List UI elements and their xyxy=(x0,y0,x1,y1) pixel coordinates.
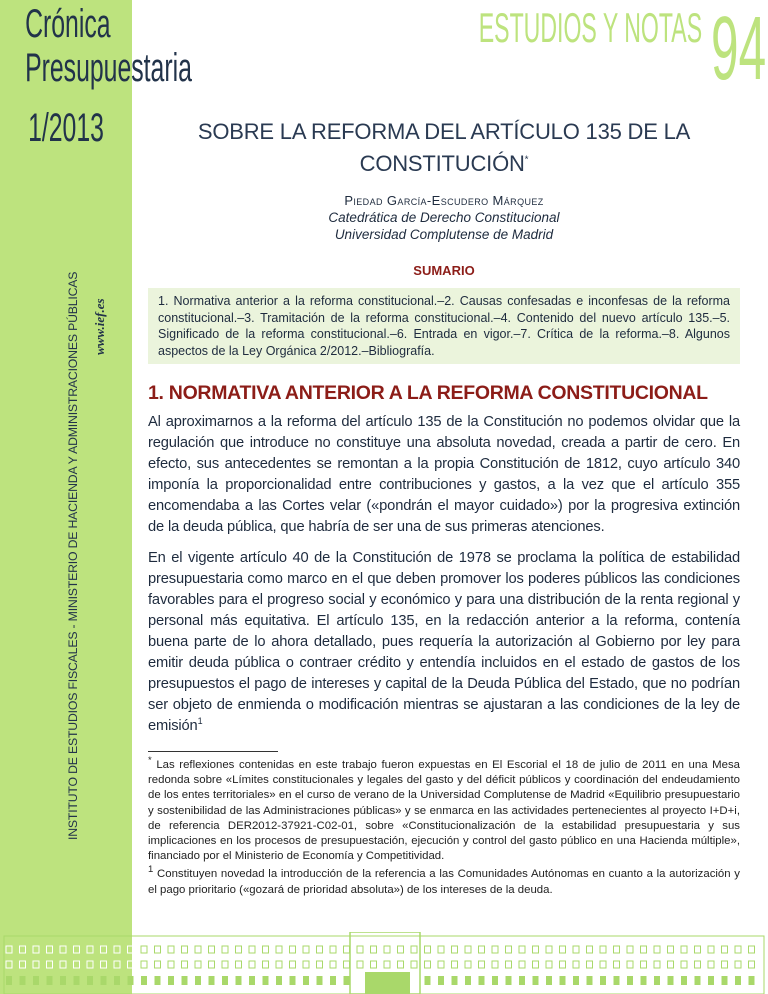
building-window xyxy=(155,976,161,985)
building-window xyxy=(749,976,755,985)
building-window xyxy=(141,976,147,985)
article-body xyxy=(148,116,740,898)
footnote-text: Constituyen novedad la introducción de la referencia a las Comunidades Autónomas en cuanto a la autorización y el pago prioritario («gozará de prioridad absoluta») de los intereses de la deuda. xyxy=(148,868,740,896)
brand-cronica: Crónica xyxy=(25,2,111,46)
building-window xyxy=(60,976,66,985)
website-link[interactable]: www.ief.es xyxy=(92,298,107,355)
paragraph-1: Al aproximarnos a la reforma del artículo 135 de la Constitución no podemos olvidar que la regulación que introduce no constituye una absoluta novedad, creada a partir de cero. En efecto, sus antecedentes se remontan a la propia Constitución de 1812, cuyo artículo 340 imponía la proporcionalidad entre contribuciones y gastos, a la vez que el artículo 355 encomendaba a las Cortes velar («pondrán el mayor cuidado») por la progresiva extinción de la deuda pública, que habría de ser una de sus primeras atenciones. xyxy=(148,414,740,535)
author: Piedad García-Escudero Márquez xyxy=(344,193,544,208)
title-text: SOBRE LA REFORMA DEL ARTÍCULO 135 DE LA CONSTITUCIÓN xyxy=(197,119,691,176)
footnote-mark: 1 xyxy=(148,864,154,876)
building-window xyxy=(47,976,53,985)
footnote-ref-1[interactable]: 1 xyxy=(197,716,203,727)
sidebar xyxy=(0,0,192,994)
section-heading: 1. NORMATIVA ANTERIOR A LA REFORMA CONSTITUCIONAL xyxy=(148,382,708,404)
footnote xyxy=(148,755,740,864)
building-window xyxy=(587,976,593,985)
building-window xyxy=(128,976,134,985)
building-window xyxy=(101,976,107,985)
building-window xyxy=(465,976,471,985)
paragraph-2-text: En el vigente artículo 40 de la Constitución de 1978 se proclama la política de estabilidad presupuestaria como marco en el que deben promover los poderes públicos las condiciones favorables para el progreso social y económico y para una distribución de la renta regional y personal más equitativa. El artículo 135, en la redacción anterior a la reforma, contenía buena parte de lo ahora detallado, pues requería la autorización al Gobierno por ley para emitir deuda pública o contraer crédito y entendía incluidos en el estado de gastos de los presupuestos el pago de intereses y capital de la Deuda Pública del Estado, que no podrían ser objeto de enmienda o modificación mientras se ajustaran a las condiciones de la ley de emisión xyxy=(148,550,740,734)
building-window xyxy=(560,976,566,985)
summary-heading: SUMARIO xyxy=(413,263,475,278)
building-window xyxy=(263,976,269,985)
building-window xyxy=(627,976,633,985)
footnote-divider xyxy=(148,751,278,752)
building-window xyxy=(276,976,282,985)
brand-issue: 1/2013 xyxy=(28,106,104,150)
building-window xyxy=(425,976,431,985)
page-number: 94 xyxy=(710,0,766,99)
building-window xyxy=(182,976,188,985)
title-footnote-mark[interactable]: * xyxy=(524,154,529,166)
building-window xyxy=(452,976,458,985)
building-window xyxy=(614,976,620,985)
building-window xyxy=(573,976,579,985)
summary-box: 1. Normativa anterior a la reforma constitucional.–2. Causas confesadas e inconfesas de la reforma constitucional.–3. Tramitación de la reforma constitucional.–4. Contenido del nuevo artículo 135.–5. Significado de la reforma constitucional.–6. Entrada en vigor.–7. Crítica de la reforma.–8. Algunos aspectos de la Ley Orgánica 2/2012.–Bibliografía. xyxy=(148,288,740,364)
building-part xyxy=(365,972,410,994)
building-window xyxy=(438,976,444,985)
building-window xyxy=(344,976,350,985)
building-window xyxy=(695,976,701,985)
building-window xyxy=(222,976,228,985)
paragraph-2 xyxy=(148,548,740,737)
building-window xyxy=(33,976,39,985)
section-title: ESTUDIOS Y NOTAS xyxy=(478,4,702,51)
building-window xyxy=(546,976,552,985)
building-window xyxy=(641,976,647,985)
building-illustration xyxy=(0,932,768,994)
building-window xyxy=(330,976,336,985)
building-window xyxy=(735,976,741,985)
building-window xyxy=(303,976,309,985)
building-window xyxy=(533,976,539,985)
article-title xyxy=(148,116,740,180)
institute-label: INSTITUTO DE ESTUDIOS FISCALES - MINISTERIO DE HACIENDA Y ADMINISTRACIONES PÚBLICAS xyxy=(66,271,80,840)
affiliation-1: Catedrática de Derecho Constitucional xyxy=(328,210,560,225)
building-window xyxy=(668,976,674,985)
building-window xyxy=(290,976,296,985)
building-window xyxy=(479,976,485,985)
building-window xyxy=(114,976,120,985)
building-window xyxy=(317,976,323,985)
building-window xyxy=(20,976,26,985)
building-window xyxy=(600,976,606,985)
brand-presupuestaria: Presupuestaria xyxy=(25,46,192,90)
building-window xyxy=(87,976,93,985)
building-window xyxy=(209,976,215,985)
footnote xyxy=(148,864,740,897)
building-window xyxy=(195,976,201,985)
building-window xyxy=(249,976,255,985)
building-window xyxy=(168,976,174,985)
building-window xyxy=(74,976,80,985)
building-window xyxy=(722,976,728,985)
building-window xyxy=(654,976,660,985)
footnote-mark: * xyxy=(148,755,152,767)
building-window xyxy=(519,976,525,985)
building-window xyxy=(236,976,242,985)
building-window xyxy=(492,976,498,985)
affiliation-2: Universidad Complutense de Madrid xyxy=(334,227,554,242)
footnote-text: Las reflexiones contenidas en este trabajo fueron expuestas en El Escorial el 18 de julio de 2011 en una Mesa redonda sobre «Límites constitucionales y legales del gasto y del déficit públicos y coordinación del endeudamiento de los entes territoriales» en el curso de verano de la Universidad Complutense de Madrid «Equilibrio presupuestario y sostenibilidad de las Administraciones públicas» y se enmarca en las actividades pertenecientes al proyecto I+D+i, de referencia DER2012-37921-C02-01, sobre «Constitucionalización de la estabilidad presupuestaria y sus implicaciones en los procesos de presupuestación, ejecución y control del gasto público en una Hacienda múltiple», financiado por el Ministerio de Economía y Competitividad. xyxy=(148,759,740,863)
building-window xyxy=(6,976,12,985)
building-window xyxy=(681,976,687,985)
building-window xyxy=(506,976,512,985)
building-window xyxy=(708,976,714,985)
